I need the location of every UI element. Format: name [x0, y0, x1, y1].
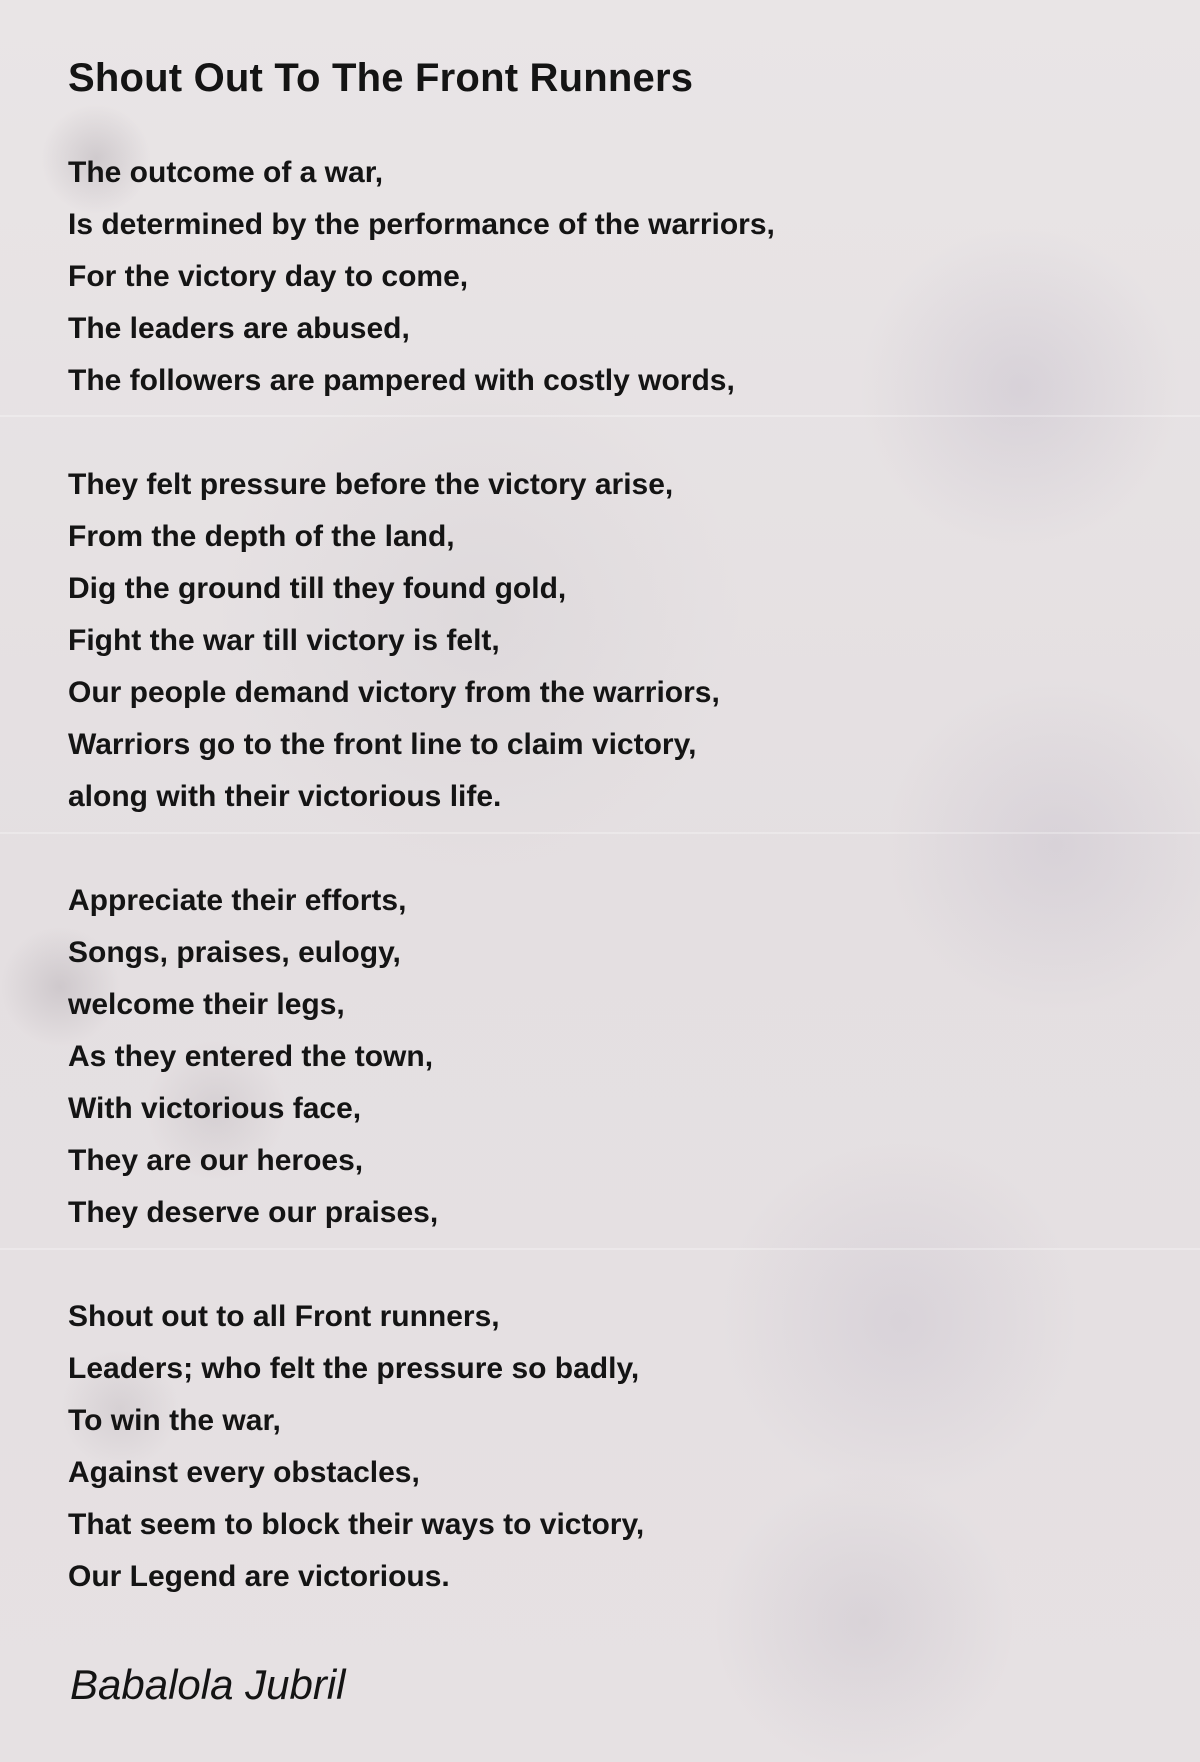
poem-line: Dig the ground till they found gold,	[68, 572, 567, 605]
poem-line: Appreciate their efforts,	[68, 884, 407, 917]
poem-line: That seem to block their ways to victory,	[68, 1508, 645, 1541]
poem-line: Is determined by the performance of the warriors,	[68, 208, 775, 241]
stanza-4	[68, 1291, 1148, 1603]
poem-line: From the depth of the land,	[68, 520, 455, 553]
poem-line: Songs, praises, eulogy,	[68, 936, 401, 969]
poem-line: With victorious face,	[68, 1092, 362, 1125]
poem-line: To win the war,	[68, 1404, 281, 1437]
poem-line: Against every obstacles,	[68, 1456, 420, 1489]
poem-line: They felt pressure before the victory arise,	[68, 468, 674, 501]
poem-line: Warriors go to the front line to claim victory,	[68, 728, 697, 761]
poem-line: welcome their legs,	[68, 988, 345, 1021]
poem-line: Fight the war till victory is felt,	[68, 624, 500, 657]
stanza-3	[68, 875, 1148, 1239]
poem-line: The outcome of a war,	[68, 156, 384, 189]
poem-line: Our people demand victory from the warriors,	[68, 676, 720, 709]
poem-container	[68, 44, 1148, 1655]
poem-line: For the victory day to come,	[68, 260, 469, 293]
poem-line: Shout out to all Front runners,	[68, 1300, 500, 1333]
poem-line: They are our heroes,	[68, 1144, 364, 1177]
stanza-1	[68, 147, 1148, 407]
poem-author: Babalola Jubril	[70, 1661, 346, 1708]
poem-line: Leaders; who felt the pressure so badly,	[68, 1352, 640, 1385]
poem-line: The leaders are abused,	[68, 312, 410, 345]
poem-line: along with their victorious life.	[68, 780, 502, 813]
stanza-2	[68, 459, 1148, 823]
poem-line: The followers are pampered with costly words,	[68, 364, 735, 397]
poem-line: They deserve our praises,	[68, 1196, 439, 1229]
poem-line: Our Legend are victorious.	[68, 1560, 450, 1593]
poem-line: As they entered the town,	[68, 1040, 434, 1073]
poem-title: Shout Out To The Front Runners	[68, 56, 694, 100]
